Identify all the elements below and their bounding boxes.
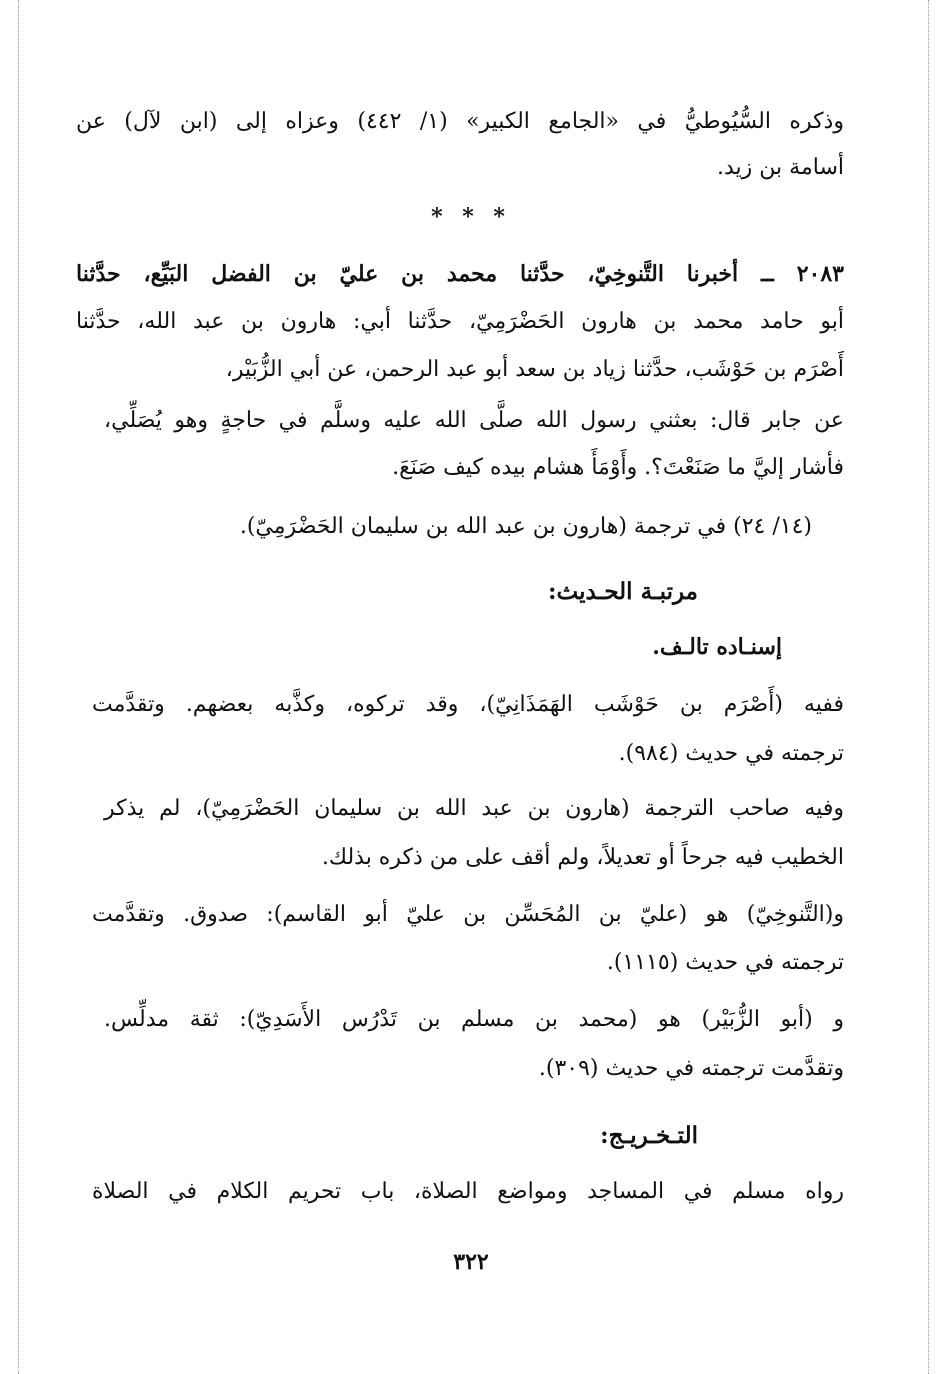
hadith-line-2: أبو حامد محمد بن هارون الحَضْرَمِيّ، حدَّثنا أبي: هارون بن عبد الله، حدَّثنا bbox=[76, 309, 844, 334]
isnad-verdict: إسنـاده تالـف. bbox=[652, 634, 782, 660]
hadith-line-5: فأشار إليَّ ما صَنَعْتَ؟. وأَوْمَأَ هشام بيده كيف صَنَعَ. bbox=[392, 455, 844, 480]
paragraph-1-line-1: وذكره السُّيُوطيُّ في «الجامع الكبير» (١/ ٤٤٢) وعزاه إلى (ابن لآل) عن bbox=[76, 109, 844, 134]
remark-4-line-2: وتقدَّمت ترجمته في حديث (٣٠٩). bbox=[538, 1056, 844, 1081]
page-number: ٣٢٢ bbox=[453, 1249, 489, 1275]
paragraph-1-line-2: أسامة بن زيد. bbox=[717, 155, 844, 180]
reference-line: (١٤/ ٢٤) في ترجمة (هارون بن عبد الله بن سليمان الحَضْرَمِيّ). bbox=[239, 514, 812, 539]
remark-1-line-1: ففيه (أَصْرَم بن حَوْشَب الهَمَذَانِيّ)، وقد تركوه، وكذَّبه بعضهم. وتقدَّمت bbox=[92, 692, 844, 717]
hadith-line-1 bbox=[76, 259, 844, 290]
hadith-text-1: ٢٠٨٣ ــ أخبرنا التَّنوخِيّ، حدَّثنا محمد بن عليّ بن الفضل البَيِّع، حدَّثنا bbox=[76, 261, 844, 287]
heading-takhrij: التـخـريـج: bbox=[600, 1122, 698, 1149]
remark-3-line-1: و(التَّنوخِيّ) هو (عليّ بن المُحَسِّن بن عليّ أبو القاسم): صدوق. وتقدَّمت bbox=[92, 902, 844, 927]
remark-4-line-1: و (أبو الزُّبَيْر) هو (محمد بن مسلم بن تَدْرُس الأَسَدِيّ): ثقة مدلِّس. bbox=[104, 1007, 844, 1032]
remark-2-line-1: وفيه صاحب الترجمة (هارون بن عبد الله بن سليمان الحَضْرَمِيّ)، لم يذكر bbox=[104, 796, 844, 821]
takhrij-line-1: رواه مسلم في المساجد ومواضع الصلاة، باب تحريم الكلام في الصلاة bbox=[92, 1179, 844, 1204]
hadith-line-4: عن جابر قال: بعثني رسول الله صلَّى الله عليه وسلَّم في حاجةٍ وهو يُصَلِّي، bbox=[104, 408, 844, 433]
heading-hadith-rank: مرتبـة الحـديث: bbox=[548, 578, 698, 605]
hadith-line-3: أَصْرَم بن حَوْشَب، حدَّثنا زياد بن سعد أبو عبد الرحمن، عن أبي الزُّبَيْر، bbox=[225, 357, 844, 382]
section-separator: * * * bbox=[431, 204, 511, 230]
remark-2-line-2: الخطيب فيه جرحاً أو تعديلاً، ولم أقف على من ذكره بذلك. bbox=[321, 845, 844, 870]
remark-1-line-2: ترجمته في حديث (٩٨٤). bbox=[618, 741, 844, 766]
remark-3-line-2: ترجمته في حديث (١١١٥). bbox=[606, 950, 844, 975]
